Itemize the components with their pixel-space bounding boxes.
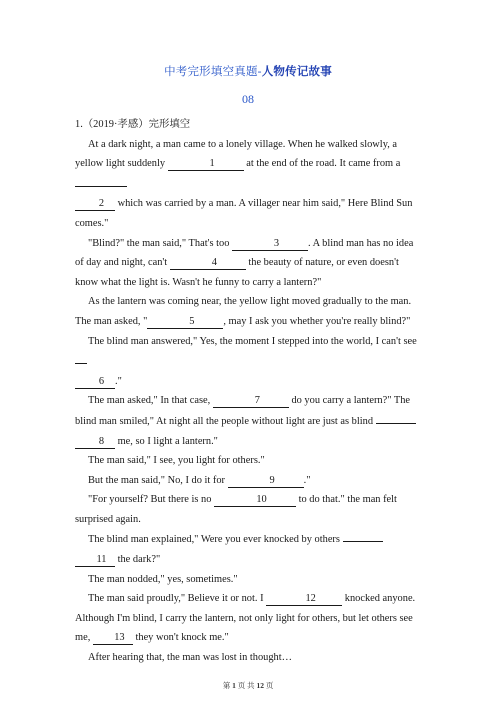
text: knocked anyone. Although I'm blind, I carry the lantern, not only light for others, but let others see me,: [75, 593, 416, 644]
blank-12: 12: [266, 593, 342, 606]
paragraph-2: [75, 234, 421, 293]
title-bold: 人物传记故事: [261, 66, 332, 78]
blank-3: 3: [232, 238, 308, 251]
blank-11-lead: [343, 529, 383, 542]
page-footer: [0, 680, 496, 691]
blank-5: 5: [147, 316, 223, 329]
footer-total-pages: 12: [256, 681, 264, 690]
blank-13: 13: [93, 632, 133, 645]
paragraph-11: [75, 589, 421, 648]
text: they won't knock me.": [132, 632, 229, 644]
text: me, so I light a lantern.": [115, 435, 218, 447]
paragraph-10: The man nodded," yes, sometimes.": [88, 573, 238, 585]
text: , may I ask you whether you're really blind?": [223, 315, 411, 327]
paragraph-5: [75, 391, 421, 451]
text: .": [303, 474, 311, 486]
blank-9: 9: [228, 475, 304, 488]
text: the dark?": [115, 554, 161, 566]
blank-1: 1: [168, 158, 244, 171]
footer-mid: 页 共: [237, 681, 255, 690]
text: at the end of the road. It came from a: [243, 158, 401, 170]
blank-11: 11: [75, 554, 115, 567]
question-body: [75, 115, 421, 668]
text: The blind man answered," Yes, the moment I stepped into the world, I can't see: [88, 335, 417, 347]
page-title: [0, 63, 496, 79]
footer-post: 页: [265, 681, 274, 690]
blank-7: 7: [213, 395, 289, 408]
text: As the lantern was coming near, the yellow light moved gradually to the man. The man asked, ": [75, 296, 412, 327]
text: . A blind man has no idea of day and night, can't: [75, 237, 414, 269]
paragraph-7: [75, 471, 421, 491]
paragraph-1: [75, 135, 421, 234]
page-number-heading: 08: [242, 92, 254, 106]
text: the beauty of nature, or even doesn't know what the light is. Wasn't he funny to carry a lantern?": [75, 257, 399, 288]
paragraph-3: [75, 292, 421, 331]
question-label: 1.（2019·孝感）完形填空: [75, 119, 191, 130]
text: which was carried by a man. A villager near him said," Here Blind Sun comes.": [75, 198, 413, 229]
blank-4: 4: [170, 257, 246, 270]
text: "Blind?" the man said," That's too: [88, 237, 232, 249]
text: The man said proudly," Believe it or not. I: [88, 593, 267, 605]
text: do you carry a lantern?" The blind man smiled," At night all the people without light are just as blind: [75, 395, 411, 427]
paragraph-8: [75, 490, 421, 529]
text: But the man said," No, I do it for: [88, 474, 228, 486]
text: to do that." the man felt surprised again.: [75, 494, 397, 525]
paragraph-4: [75, 332, 421, 392]
paragraph-12: After hearing that, the man was lost in thought…: [88, 652, 293, 664]
text: At a dark night, a man came to a lonely village. When he walked slowly, a yellow light suddenly: [75, 138, 398, 170]
text: "For yourself? But there is no: [88, 494, 215, 506]
footer-pre: 第: [222, 681, 231, 690]
blank-10: 10: [214, 494, 296, 507]
blank-2: 2: [75, 198, 115, 211]
paragraph-9: [75, 529, 421, 569]
text: The man asked," In that case,: [88, 395, 213, 407]
blank-2-lead: [75, 174, 127, 187]
footer-current-page: 1: [232, 681, 236, 690]
text: The blind man explained," Were you ever knocked by others: [88, 534, 343, 546]
blank-8-lead: [376, 411, 416, 424]
paragraph-6: The man said," I see, you light for others.": [88, 455, 265, 467]
blank-6-lead: [75, 351, 87, 364]
blank-8: 8: [75, 436, 115, 449]
blank-6: 6: [75, 376, 115, 389]
text: .": [115, 375, 122, 387]
title-plain: 中考完形填空真题-: [164, 66, 262, 78]
